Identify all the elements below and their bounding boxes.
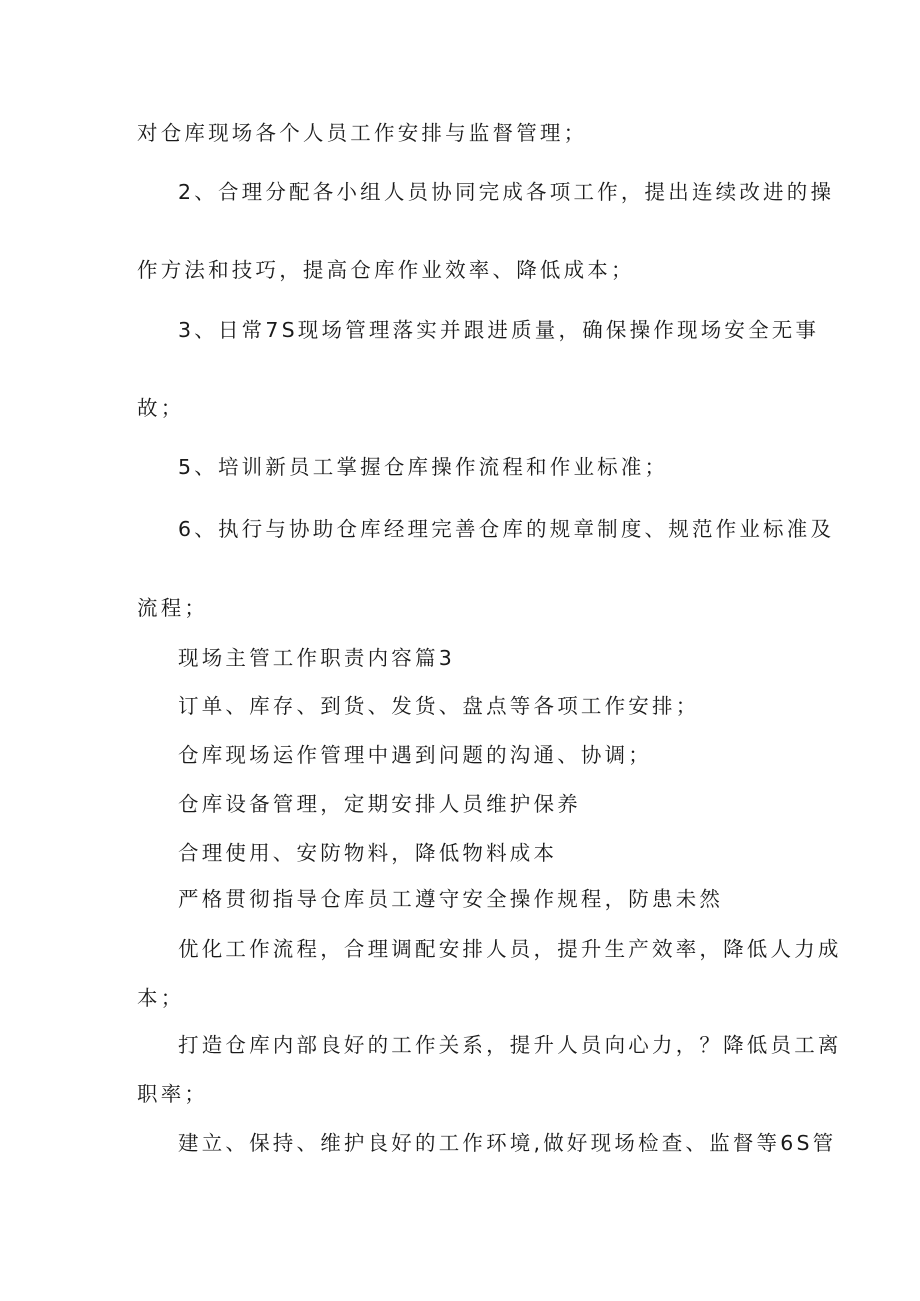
- text-line: 打造仓库内部良好的工作关系，提升人员向心力，？降低员工离: [178, 1033, 842, 1057]
- text-line: 6、执行与协助仓库经理完善仓库的规章制度、规范作业标准及: [178, 517, 835, 541]
- text-line: 严格贯彻指导仓库员工遵守安全操作规程，防患未然: [178, 887, 724, 911]
- text-line: 2、合理分配各小组人员协同完成各项工作，提出连续改进的操: [178, 180, 835, 204]
- text-line: 建立、保持、维护良好的工作环境,做好现场检查、监督等6S管: [178, 1131, 837, 1155]
- text-line: 故；: [137, 396, 185, 420]
- text-line: 本；: [137, 986, 185, 1010]
- text-line: 仓库设备管理，定期安排人员维护保养: [178, 792, 581, 816]
- section-heading: 现场主管工作职责内容篇3: [178, 646, 455, 670]
- text-line: 流程；: [137, 596, 209, 620]
- text-line: 3、日常7S现场管理落实并跟进质量，确保操作现场安全无事: [178, 318, 820, 342]
- text-line: 作方法和技巧，提高仓库作业效率、降低成本；: [137, 258, 635, 282]
- text-line: 合理使用、安防物料，降低物料成本: [178, 841, 558, 865]
- text-line: 仓库现场运作管理中遇到问题的沟通、协调；: [178, 743, 652, 767]
- text-line: 5、培训新员工掌握仓库操作流程和作业标准；: [178, 455, 669, 479]
- text-line: 职率；: [137, 1082, 209, 1106]
- text-line: 对仓库现场各个人员工作安排与监督管理；: [137, 121, 588, 145]
- text-line: 订单、库存、到货、发货、盘点等各项工作安排；: [178, 694, 700, 718]
- text-line: 优化工作流程，合理调配安排人员，提升生产效率，降低人力成: [178, 937, 842, 961]
